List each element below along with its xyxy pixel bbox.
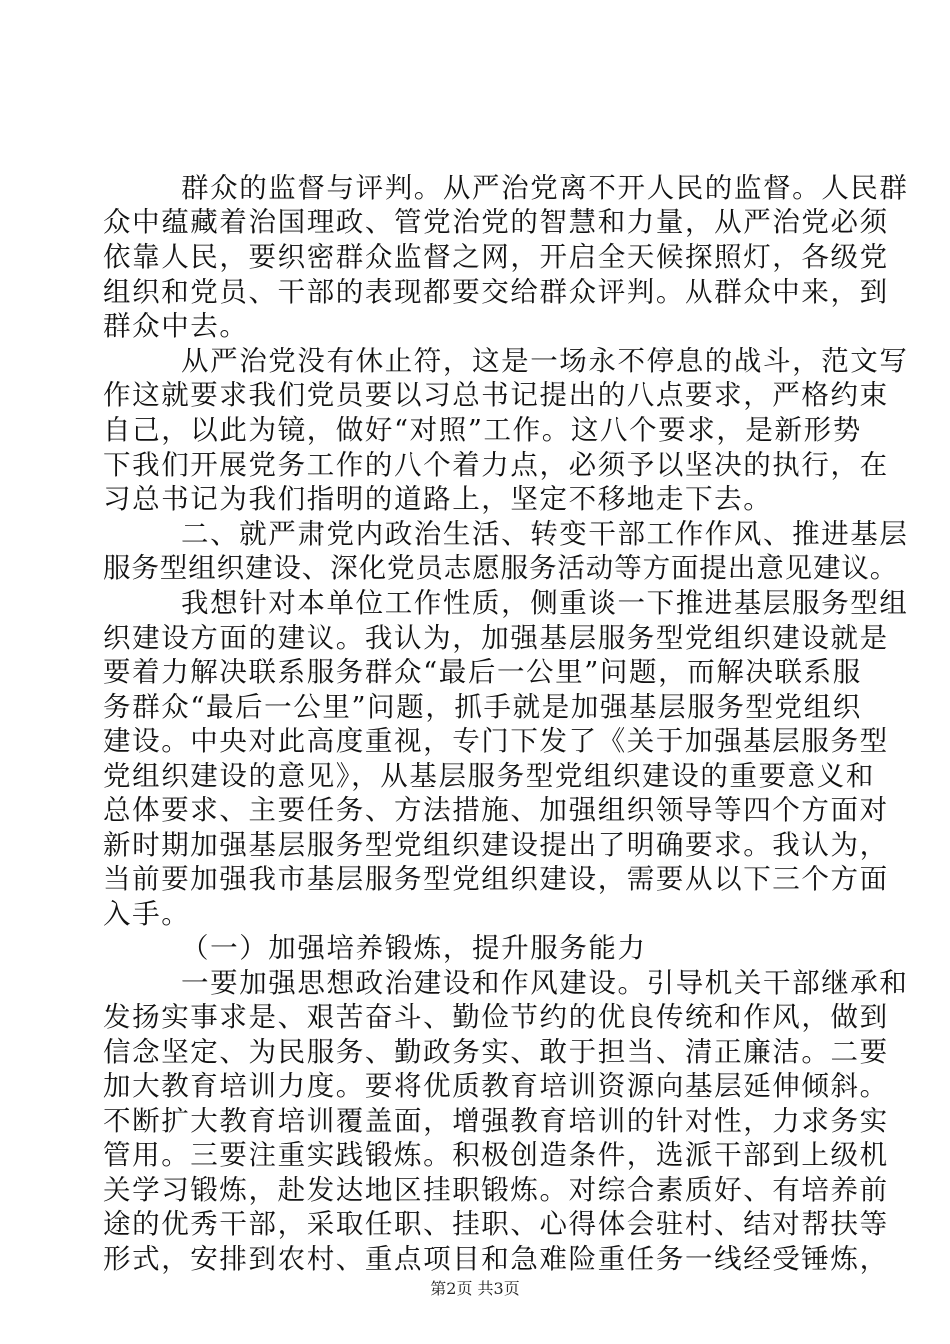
- text-line: 务群众“最后一公里”问题，抓手就是加强基层服务型党组织: [103, 691, 862, 723]
- text-line: 作这就要求我们党员要以习总书记提出的八点要求，严格约束: [103, 379, 889, 411]
- section-heading: （一）加强培养锻炼，提升服务能力: [181, 932, 647, 964]
- text-line: 自己，以此为镜，做好“对照”工作。这八个要求，是新形势: [103, 414, 862, 446]
- text-line: 我想针对本单位工作性质，侧重谈一下推进基层服务型组: [181, 587, 909, 619]
- text-line: 习总书记为我们指明的道路上，坚定不移地走下去。: [103, 483, 773, 515]
- text-line: 当前要加强我市基层服务型党组织建设，需要从以下三个方面: [103, 863, 889, 895]
- text-line: 从严治党没有休止符，这是一场永不停息的战斗，范文写: [181, 345, 909, 377]
- text-line: 不断扩大教育培训覆盖面，增强教育培训的针对性，力求务实: [103, 1105, 889, 1137]
- text-line: 总体要求、主要任务、方法措施、加强组织领导等四个方面对: [103, 794, 889, 826]
- text-line: 新时期加强基层服务型党组织建设提出了明确要求。我认为，: [103, 829, 889, 861]
- text-line: 信念坚定、为民服务、勤政务实、敢于担当、清正廉洁。二要: [103, 1036, 889, 1068]
- text-line: 下我们开展党务工作的八个着力点，必须予以坚决的执行，在: [103, 449, 889, 481]
- text-line: 服务型组织建设、深化党员志愿服务活动等方面提出意见建议。: [103, 552, 899, 584]
- text-line: 一要加强思想政治建设和作风建设。引导机关干部继承和: [181, 967, 909, 999]
- text-line: 依靠人民，要织密群众监督之网，开启全天候探照灯，各级党: [103, 241, 889, 273]
- text-line: 要着力解决联系服务群众“最后一公里”问题，而解决联系服: [103, 656, 862, 688]
- text-line: 途的优秀干部，采取任职、挂职、心得体会驻村、结对帮扶等: [103, 1208, 889, 1240]
- text-line: 入手。: [103, 898, 191, 930]
- text-line: 关学习锻炼，赴发达地区挂职锻炼。对综合素质好、有培养前: [103, 1174, 889, 1206]
- text-line: 织建设方面的建议。我认为，加强基层服务型党组织建设就是: [103, 622, 889, 654]
- text-line: 建设。中央对此高度重视，专门下发了《关于加强基层服务型: [103, 725, 889, 757]
- text-line: 群众的监督与评判。从严治党离不开人民的监督。人民群: [181, 172, 909, 204]
- text-line: 发扬实事求是、艰苦奋斗、勤俭节约的优良传统和作风，做到: [103, 1001, 889, 1033]
- text-line: 组织和党员、干部的表现都要交给群众评判。从群众中来，到: [103, 276, 889, 308]
- page-number: 第2页 共3页: [430, 1279, 520, 1298]
- text-line: 加大教育培训力度。要将优质教育培训资源向基层延伸倾斜。: [103, 1070, 889, 1102]
- text-line: 二、就严肃党内政治生活、转变干部工作作风、推进基层: [181, 518, 909, 550]
- text-line: 众中蕴藏着治国理政、管党治党的智慧和力量，从严治党必须: [103, 206, 889, 238]
- text-line: 管用。三要注重实践锻炼。积极创造条件，选派干部到上级机: [103, 1139, 889, 1171]
- text-line: 形式，安排到农村、重点项目和急难险重任务一线经受锤炼，: [103, 1243, 889, 1275]
- text-line: 党组织建设的意见》，从基层服务型党组织建设的重要意义和: [103, 760, 875, 792]
- text-line: 群众中去。: [103, 310, 249, 342]
